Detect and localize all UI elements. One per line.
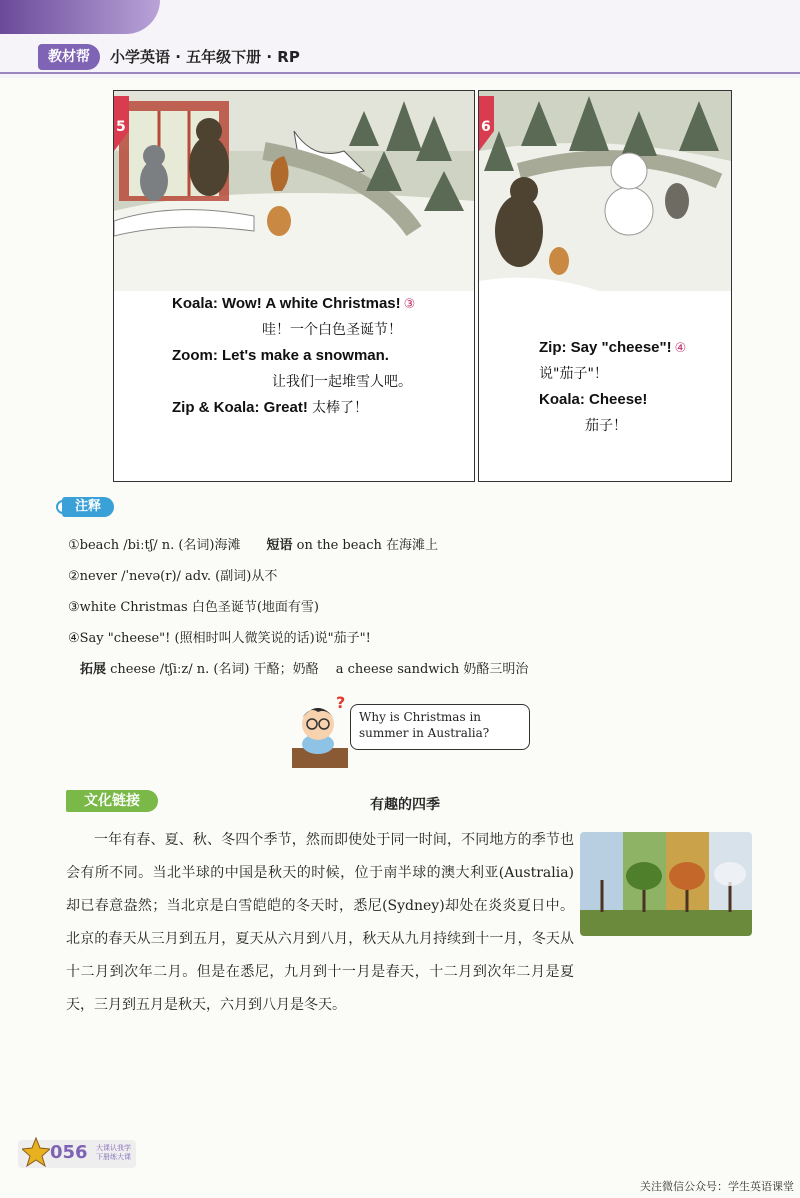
panel6-dialogue [539, 335, 686, 439]
dialogue-translation: 让我们一起堆雪人吧。 [272, 374, 412, 390]
note-item: ③white Christmas 白色圣诞节(地面有雪) [68, 600, 319, 615]
panel5-dialogue [172, 291, 415, 421]
footer-watermark-text: 关注微信公众号：学生英语课堂 [640, 1180, 794, 1193]
dialogue-line: Koala: Wow! A white Christmas! ③ [172, 295, 416, 312]
culture-title: 有趣的四季 [370, 797, 440, 813]
four-seasons-picture [580, 832, 752, 936]
book-title: 小学英语 · 五年级下册 · RP [110, 48, 300, 66]
brand-tag: 教材帮 [38, 44, 100, 70]
dialogue-translation: 哇！一个白色圣诞节！ [262, 322, 402, 338]
header-corner-decoration [0, 0, 160, 34]
comic-panel-5 [113, 90, 475, 482]
culture-paragraph: 一年有春、夏、秋、冬四个季节，然而即使处于同一时间，不同地方的季节也会有所不同。当北半球的中国是秋天的时候，位于南半球的澳大利亚(Australia)却已春意盎然；当北京是白雪皑皑的冬天时，悉尼(Sydney)却处在炎炎夏日中。北京的春天从三月到五月，夏天从六月到八月，秋天从九月持续到十一月，冬天从十二月到次年二月。但是在悉尼，九月到十一月是春天，十二月到次年二月是夏天，三月到五月是秋天，六月到八月是冬天。 [66, 832, 574, 1013]
svg-text:?: ? [336, 694, 346, 712]
svg-text:5: 5 [116, 119, 126, 135]
winter-scene-illustration [114, 91, 474, 291]
page-number: 056 [50, 1142, 88, 1163]
comic-panel-6 [478, 90, 732, 482]
header-divider [0, 72, 800, 74]
question-bubble: Why is Christmas in summer in Australia? [350, 704, 530, 750]
svg-text:6: 6 [481, 119, 491, 135]
thinking-boy-illustration [286, 694, 352, 770]
culture-link-tag: 文化链接 [66, 790, 158, 812]
dialogue-line: Zip & Koala: Great! 太棒了！ [172, 399, 369, 416]
page-slogan: 大课认我学 下册练大课 [96, 1144, 131, 1161]
dialogue-line: Zip: Say "cheese"! ④ [539, 339, 687, 356]
note-item: ④Say "cheese"! (照相时叫人微笑说的话)说"茄子"! [68, 631, 371, 646]
note-item: ②never /ˈnevə(r)/ adv. (副词)从不 [68, 569, 278, 584]
snowman-scene-illustration [479, 91, 731, 291]
note-expand: 拓展 cheese /tʃiːz/ n. (名词) 干酪；奶酪 a cheese sandwich 奶酪三明治 [80, 662, 529, 677]
dialogue-line: Koala: Cheese! [539, 391, 648, 408]
star-icon [22, 1136, 50, 1168]
dialogue-translation: 茄子！ [585, 418, 627, 434]
note-item: ①beach /biːtʃ/ n. (名词)海滩 短语 on the beach 在海滩上 [68, 538, 438, 553]
notes-tag: 注释 [62, 497, 114, 517]
dialogue-translation: 说"茄子"！ [539, 366, 608, 382]
dialogue-line: Zoom: Let's make a snowman. [172, 347, 389, 364]
